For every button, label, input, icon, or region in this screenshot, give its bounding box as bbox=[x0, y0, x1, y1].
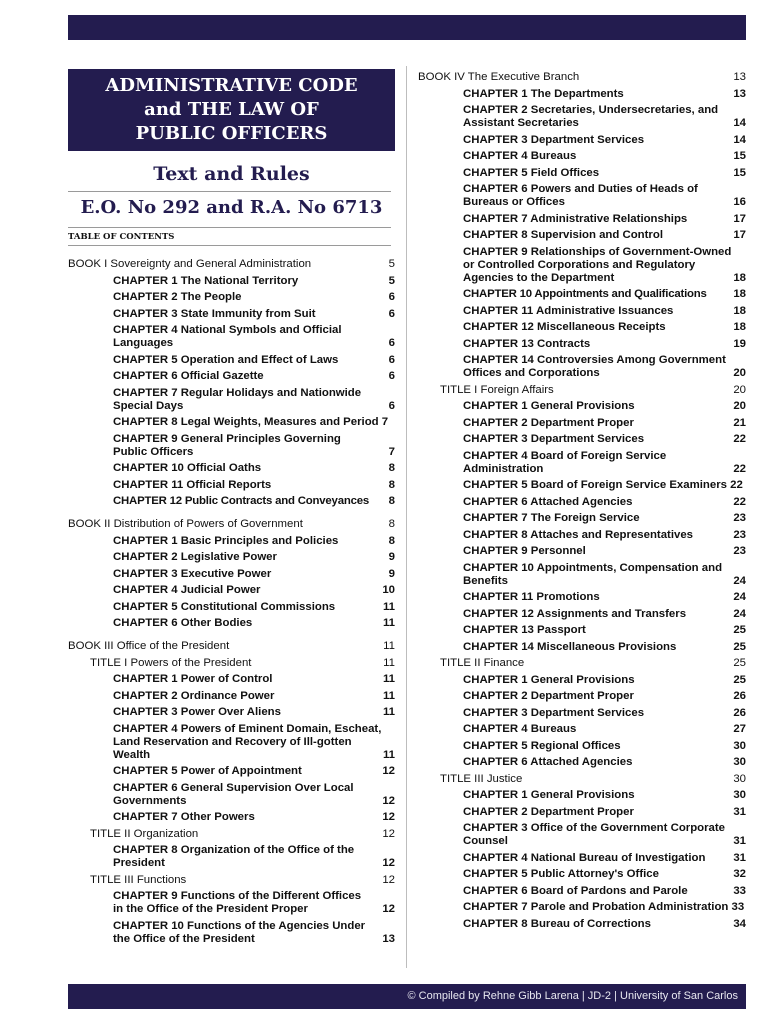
toc-entry-chapter[interactable]: CHAPTER 7 The Foreign Service 23 bbox=[463, 512, 746, 524]
toc-entry-chapter[interactable]: CHAPTER 7 Other Powers 12 bbox=[113, 811, 395, 823]
toc-entry-chapter[interactable]: CHAPTER 1 General Provisions 30 bbox=[463, 789, 746, 801]
toc-entry-chapter[interactable]: CHAPTER 7 Parole and Probation Administration 33 bbox=[463, 901, 745, 913]
toc-entry-chapter[interactable]: CHAPTER 5 Operation and Effect of Laws 6 bbox=[113, 353, 395, 366]
toc-entry-chapter[interactable]: CHAPTER 6 Powers and Duties of Heads of Bureaus or Offices 16 bbox=[463, 183, 746, 208]
toc-entry-chapter[interactable]: CHAPTER 12 Assignments and Transfers 24 bbox=[463, 607, 746, 620]
toc-entry-chapter[interactable]: CHAPTER 1 Basic Principles and Policies 8 bbox=[113, 534, 395, 547]
toc-entry-chapter[interactable]: CHAPTER 1 Power of Control 11 bbox=[113, 673, 395, 685]
toc-entry-chapter[interactable]: CHAPTER 4 Judicial Power 10 bbox=[113, 584, 395, 596]
toc-entry-chapter[interactable]: CHAPTER 6 Board of Pardons and Parole 33 bbox=[463, 884, 746, 897]
toc-entry-chapter[interactable]: CHAPTER 8 Organization of the Office of the President 12 bbox=[113, 844, 395, 869]
toc-entry-title[interactable]: TITLE II Finance 25 bbox=[440, 657, 746, 669]
toc-entry-chapter[interactable]: CHAPTER 11 Official Reports 8 bbox=[113, 478, 395, 491]
toc-entry-chapter[interactable]: CHAPTER 11 Administrative Issuances 18 bbox=[463, 304, 746, 317]
subtitle-law: E.O. No 292 and R.A. No 6713 bbox=[80, 197, 383, 218]
toc-entry-chapter[interactable]: CHAPTER 4 Bureaus 27 bbox=[463, 723, 746, 735]
toc-entry-chapter[interactable]: CHAPTER 6 Official Gazette 6 bbox=[113, 370, 395, 382]
toc-entry-chapter[interactable]: CHAPTER 2 The People 6 bbox=[113, 291, 395, 303]
document-title bbox=[68, 69, 395, 151]
toc-entry-chapter[interactable]: CHAPTER 13 Contracts 19 bbox=[463, 337, 746, 350]
toc-entry-chapter[interactable]: CHAPTER 3 State Immunity from Suit 6 bbox=[113, 307, 395, 320]
toc-entry-chapter[interactable]: CHAPTER 7 Administrative Relationships 17 bbox=[463, 212, 746, 225]
toc-entry-chapter[interactable]: CHAPTER 11 Promotions 24 bbox=[463, 591, 746, 603]
toc-entry-title[interactable]: TITLE III Justice 30 bbox=[440, 772, 746, 785]
toc-entry-chapter[interactable]: CHAPTER 12 Miscellaneous Receipts 18 bbox=[463, 321, 746, 333]
toc-entry-chapter[interactable]: CHAPTER 4 Bureaus 15 bbox=[463, 150, 746, 162]
toc-entry-chapter[interactable]: CHAPTER 1 General Provisions 25 bbox=[463, 673, 746, 686]
toc-entry-chapter[interactable]: CHAPTER 6 Other Bodies 11 bbox=[113, 617, 395, 629]
toc-entry-chapter[interactable]: CHAPTER 10 Appointments, Compensation and Benefits 24 bbox=[463, 561, 746, 587]
rule-line bbox=[68, 191, 391, 192]
toc-entry-chapter[interactable]: CHAPTER 5 Regional Offices 30 bbox=[463, 739, 746, 752]
toc-heading: TABLE OF CONTENTS bbox=[68, 232, 175, 242]
toc-entry-chapter[interactable]: CHAPTER 2 Legislative Power 9 bbox=[113, 551, 395, 563]
toc-entry-title[interactable]: TITLE II Organization 12 bbox=[90, 827, 395, 840]
toc-entry-chapter[interactable]: CHAPTER 7 Regular Holidays and Nationwide Special Days 6 bbox=[113, 386, 395, 412]
toc-entry-chapter[interactable]: CHAPTER 5 Field Offices 15 bbox=[463, 166, 746, 179]
toc-entry-chapter[interactable]: CHAPTER 6 General Supervision Over Local Governments 12 bbox=[113, 781, 395, 807]
toc-entry-book[interactable]: BOOK III Office of the President 11 bbox=[68, 640, 395, 652]
toc-entry-chapter[interactable]: CHAPTER 4 Powers of Eminent Domain, Escheat, Land Reservation and Recovery of Ill-gotten Wealth 11 bbox=[113, 722, 395, 761]
toc-entry-chapter[interactable]: CHAPTER 4 National Bureau of Investigation 31 bbox=[463, 851, 746, 864]
toc-entry-chapter[interactable]: CHAPTER 9 Personnel 23 bbox=[463, 545, 746, 557]
toc-entry-chapter[interactable]: CHAPTER 5 Power of Appointment 12 bbox=[113, 765, 395, 777]
toc-entry-chapter[interactable]: CHAPTER 8 Supervision and Control 17 bbox=[463, 229, 746, 241]
toc-entry-chapter[interactable]: CHAPTER 13 Passport 25 bbox=[463, 624, 746, 636]
toc-entry-chapter[interactable]: CHAPTER 2 Department Proper 26 bbox=[463, 690, 746, 702]
toc-entry-chapter[interactable]: CHAPTER 10 Appointments and Qualifications 18 bbox=[463, 288, 746, 300]
toc-entry-book[interactable]: BOOK IV The Executive Branch 13 bbox=[418, 71, 746, 83]
toc-entry-chapter[interactable]: CHAPTER 5 Public Attorney's Office 32 bbox=[463, 868, 746, 880]
toc-entry-chapter[interactable]: CHAPTER 6 Attached Agencies 30 bbox=[463, 756, 746, 768]
toc-entry-chapter[interactable]: CHAPTER 2 Department Proper 21 bbox=[463, 416, 746, 429]
toc-entry-chapter[interactable]: CHAPTER 1 General Provisions 20 bbox=[463, 400, 746, 412]
toc-entry-book[interactable]: BOOK II Distribution of Powers of Government 8 bbox=[68, 518, 395, 530]
toc-entry-chapter[interactable]: CHAPTER 1 The Departments 13 bbox=[463, 87, 746, 100]
toc-entry-chapter[interactable]: CHAPTER 6 Attached Agencies 22 bbox=[463, 495, 746, 508]
toc-entry-chapter[interactable]: CHAPTER 4 Board of Foreign Service Administration 22 bbox=[463, 449, 746, 475]
toc-entry-chapter[interactable]: CHAPTER 14 Controversies Among Government Offices and Corporations 20 bbox=[463, 354, 746, 379]
toc-entry-chapter[interactable]: CHAPTER 8 Bureau of Corrections 34 bbox=[463, 917, 746, 930]
top-banner bbox=[68, 15, 746, 40]
toc-entry-chapter[interactable]: CHAPTER 9 Functions of the Different Offices in the Office of the President Proper 12 bbox=[113, 890, 395, 915]
toc-entry-chapter[interactable]: CHAPTER 2 Secretaries, Undersecretaries, and Assistant Secretaries 14 bbox=[463, 104, 746, 129]
toc-entry-chapter[interactable]: CHAPTER 14 Miscellaneous Provisions 25 bbox=[463, 640, 746, 653]
rule-line bbox=[68, 245, 391, 246]
toc-entry-title[interactable]: TITLE I Powers of the President 11 bbox=[90, 656, 395, 669]
footer-credit: © Compiled by Rehne Gibb Larena | JD-2 | University of San Carlos bbox=[68, 984, 746, 1009]
toc-entry-book[interactable]: BOOK I Sovereignty and General Administration 5 bbox=[68, 258, 395, 270]
toc-entry-chapter[interactable]: CHAPTER 2 Department Proper 31 bbox=[463, 805, 746, 818]
toc-entry-chapter[interactable]: CHAPTER 3 Department Services 14 bbox=[463, 133, 746, 146]
toc-entry-chapter[interactable]: CHAPTER 12 Public Contracts and Conveyances 8 bbox=[113, 495, 395, 507]
toc-entry-chapter[interactable]: CHAPTER 9 Relationships of Government-Owned or Controlled Corporations and Regulatory Agencies to the Department 18 bbox=[463, 245, 746, 284]
toc-entry-chapter[interactable]: CHAPTER 9 General Principles Governing Public Officers 7 bbox=[113, 432, 395, 458]
rule-line bbox=[68, 227, 391, 228]
toc-entry-chapter[interactable]: CHAPTER 1 The National Territory 5 bbox=[113, 274, 395, 287]
toc-entry-chapter[interactable]: CHAPTER 4 National Symbols and Official Languages 6 bbox=[113, 324, 395, 349]
title-line: and THE LAW OF bbox=[144, 99, 319, 120]
toc-entry-chapter[interactable]: CHAPTER 3 Executive Power 9 bbox=[113, 567, 395, 580]
toc-entry-chapter[interactable]: CHAPTER 8 Attaches and Representatives 23 bbox=[463, 528, 746, 541]
title-line: PUBLIC OFFICERS bbox=[135, 123, 328, 144]
toc-entry-chapter[interactable]: CHAPTER 10 Functions of the Agencies Under the Office of the President 13 bbox=[113, 919, 395, 945]
toc-entry-chapter[interactable]: CHAPTER 5 Board of Foreign Service Examiners 22 bbox=[463, 479, 743, 491]
toc-entry-chapter[interactable]: CHAPTER 3 Office of the Government Corporate Counsel 31 bbox=[463, 822, 746, 847]
toc-entry-chapter[interactable]: CHAPTER 10 Official Oaths 8 bbox=[113, 462, 395, 474]
subtitle: Text and Rules bbox=[153, 163, 310, 185]
toc-entry-chapter[interactable]: CHAPTER 5 Constitutional Commissions 11 bbox=[113, 600, 395, 613]
toc-entry-chapter[interactable]: CHAPTER 2 Ordinance Power 11 bbox=[113, 689, 395, 702]
toc-entry-chapter[interactable]: CHAPTER 3 Power Over Aliens 11 bbox=[113, 706, 395, 718]
toc-entry-title[interactable]: TITLE I Foreign Affairs 20 bbox=[440, 383, 746, 396]
toc-entry-chapter[interactable]: CHAPTER 3 Department Services 26 bbox=[463, 706, 746, 719]
toc-entry-chapter[interactable]: CHAPTER 3 Department Services 22 bbox=[463, 433, 746, 445]
column-divider bbox=[406, 66, 407, 968]
title-line: ADMINISTRATIVE CODE bbox=[105, 75, 358, 96]
toc-entry-chapter[interactable]: CHAPTER 8 Legal Weights, Measures and Period 7 bbox=[113, 416, 389, 428]
toc-left-column bbox=[68, 258, 395, 946]
toc-right-column bbox=[418, 71, 746, 931]
toc-entry-title[interactable]: TITLE III Functions 12 bbox=[90, 873, 395, 886]
